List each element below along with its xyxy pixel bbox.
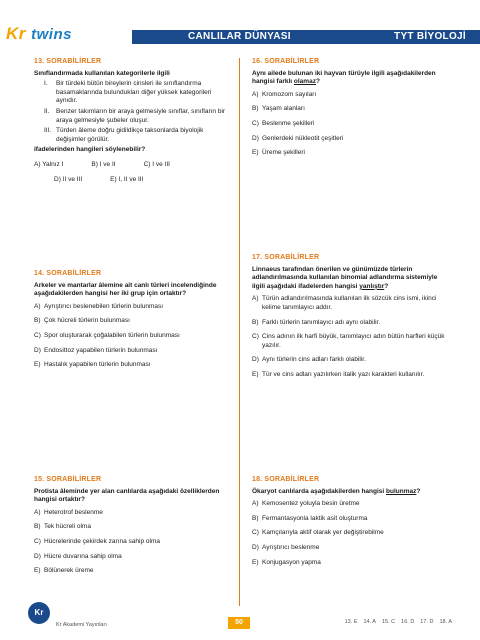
option-d[interactable]: D) Genlerdeki nükleotit çeşitleri (252, 134, 344, 142)
options (252, 91, 452, 158)
question-header: 16. SORABİLİRLER (252, 58, 320, 65)
options (252, 500, 452, 567)
statement: I. Bir türdeki bütün bireylerin cinsleri ile sınıflandırma basamaklarında bulundukları diğer yüksek kategorileri aynıdır. (44, 80, 212, 105)
question-17 (252, 254, 452, 386)
option-a[interactable]: A) Yalnız I (34, 160, 64, 168)
option-a[interactable]: A) Türün adlandırılmasında kullanılan ilk sözcük cins ismi, ikinci kelime tanımlayıcı addır. (252, 295, 437, 311)
option-a[interactable]: A) Kemosentez yoluyla besin üretme (252, 500, 360, 508)
question-stem: Protista âleminde yer alan canlılarda aşağıdaki özelliklerden hangisi ortaktır? (34, 487, 220, 504)
page-number: 50 (228, 617, 250, 629)
option-c[interactable]: C) Kamçılarıyla aktif olarak yer değiştirebilme (252, 529, 384, 537)
answer: 15. C (381, 619, 396, 625)
option-b[interactable]: B) Tek hücreli olma (34, 523, 91, 531)
answer: 14. A (363, 619, 376, 625)
option-b[interactable]: B) Farklı türlerin tanımlayıcı adı aynı olabilir. (252, 318, 381, 326)
question-prompt: ifadelerinden hangileri söylenebilir? (34, 146, 146, 154)
option-e[interactable]: E) Tür ve cins adları yazılırken italik yazı karakteri kullanılır. (252, 370, 425, 378)
option-b[interactable]: B) I ve II (91, 160, 116, 168)
statement: II. Benzer takımların bir araya gelmesiyle sınıflar, sınıfların bir araya gelmesiyle şubeler oluşur. (44, 107, 226, 124)
statement: III. Türden âleme doğru gidildikçe taksonlarda biyolojik değişimler görülür. (44, 127, 204, 143)
option-c[interactable]: C) Spor oluşturarak çoğalabilen türlerin bulunması (34, 331, 180, 339)
question-header: 17. SORABİLİRLER (252, 254, 320, 261)
page-title: CANLILAR DÜNYASI (188, 31, 291, 42)
option-b[interactable]: B) Çok hücreli türlerin bulunması (34, 317, 130, 325)
publisher-name: Kr Akademi Yayınları (56, 622, 107, 628)
question-header: 14. SORABİLİRLER (34, 270, 102, 277)
subject-title: TYT BİYOLOJİ (394, 31, 466, 42)
question-header: 15. SORABİLİRLER (34, 476, 102, 483)
option-b[interactable]: B) Yaşam alanları (252, 105, 305, 113)
option-e[interactable]: E) I, II ve III (110, 175, 144, 183)
question-stem: Ökaryot canlılarda aşağıdakilerden hangisi bulunmaz? (252, 487, 421, 495)
option-d[interactable]: D) Hücre duvarına sahip olma (34, 552, 122, 560)
question-18 (252, 476, 452, 573)
question-stem: Sınıflandırmada kullanılan kategorilerle ilgili (34, 69, 170, 77)
option-a[interactable]: A) Ayrıştırıcı beslenebilen türlerin bulunması (34, 302, 164, 310)
question-stem: Aynı ailede bulunan iki hayvan türüyle ilgili aşağıdakilerden hangisi farklı olamaz? (252, 69, 436, 86)
question-header: 18. SORABİLİRLER (252, 476, 320, 483)
logo-sub: twins (31, 26, 72, 43)
options-row (34, 161, 230, 170)
answer: 16. D (401, 619, 415, 625)
brand-logo (6, 24, 72, 44)
answer: 18. A (439, 619, 452, 625)
question-header: 13. SORABİLİRLER (34, 58, 102, 65)
question-15 (34, 476, 230, 582)
logo-main: Kr (6, 24, 26, 43)
question-14 (34, 270, 230, 376)
options (34, 303, 230, 370)
option-b[interactable]: B) Fermantasyonla laktik asit oluşturma (252, 514, 368, 522)
option-e[interactable]: E) Konjugasyon yapma (252, 558, 321, 566)
page-header (0, 0, 480, 44)
option-e[interactable]: E) Hastalık yapabilen türlerin bulunması (34, 361, 151, 369)
answer: 17. D (420, 619, 434, 625)
statement-list (44, 80, 230, 144)
option-c[interactable]: C) I ve III (143, 160, 170, 168)
options (252, 295, 452, 379)
option-d[interactable]: D) Ayrıştırıcı beslenme (252, 543, 320, 551)
options-row (54, 176, 230, 185)
option-e[interactable]: E) Üreme şekilleri (252, 149, 305, 157)
option-c[interactable]: C) Beslenme şekilleri (252, 119, 315, 127)
question-13 (34, 58, 230, 184)
option-d[interactable]: D) II ve III (54, 175, 83, 183)
option-e[interactable]: E) Bölünerek üreme (34, 567, 94, 575)
question-16 (252, 58, 452, 164)
option-c[interactable]: C) Hücrelerinde çekirdek zarına sahip olma (34, 537, 160, 545)
option-d[interactable]: D) Endosittoz yapabilen türlerin bulunması (34, 346, 158, 354)
option-d[interactable]: D) Aynı türlerin cins adları farklı olabilir. (252, 356, 366, 364)
option-c[interactable]: C) Cins adının ilk harfi büyük, tanımlayıcı adın bütün harfleri küçük yazılır. (252, 333, 445, 349)
options (34, 509, 230, 576)
question-stem: Linnaeus tarafından önerilen ve günümüzde türlerin adlandırılmasında kullanılan binomial adlandırma sistemiyle ilgili aşağıdaki ifadelerden hangisi yanlıştır? (252, 265, 438, 290)
column-divider (239, 58, 240, 606)
question-stem: Arkeler ve mantarlar âlemine ait canlı türleri incelendiğinde aşağıdakilerden hangisi her iki grup için ortaktır? (34, 281, 217, 298)
option-a[interactable]: A) Kromozom sayıları (252, 90, 317, 98)
option-a[interactable]: A) Heterotrof beslenme (34, 508, 103, 516)
answer: 13. E (344, 619, 358, 625)
answer-key (339, 619, 452, 625)
publisher-logo: Kr (28, 602, 50, 624)
